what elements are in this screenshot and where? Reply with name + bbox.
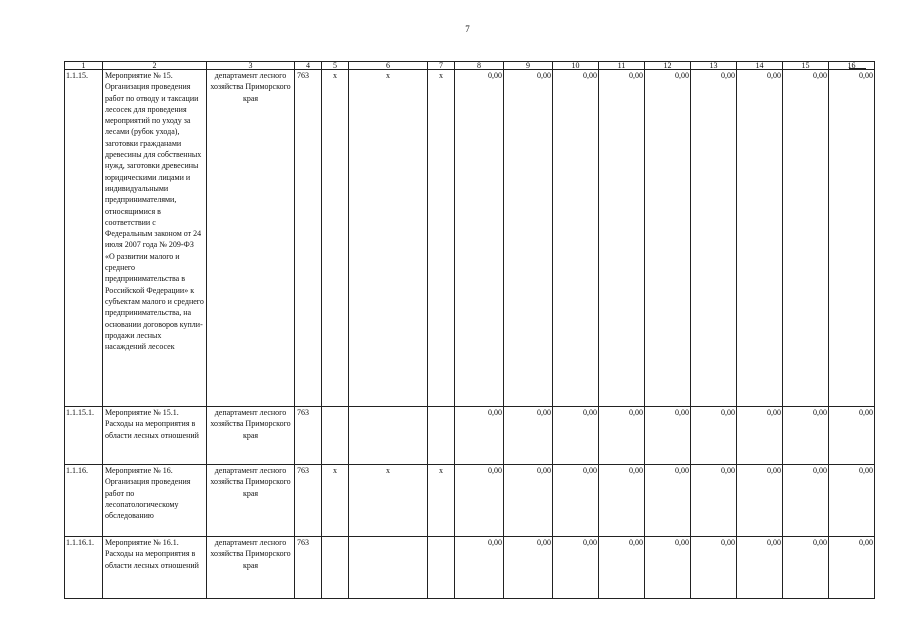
col-6: х bbox=[349, 465, 428, 537]
column-number: 10 bbox=[553, 62, 599, 70]
measure-name: Мероприятие № 15.1. Расходы на мероприятия в области лесных отношений bbox=[103, 407, 207, 465]
column-number: 1 bbox=[65, 62, 103, 70]
value-cell: 0,00 bbox=[829, 465, 875, 537]
value-cell: 0,00 bbox=[553, 465, 599, 537]
value-cell: 0,00 bbox=[783, 465, 829, 537]
value-cell: 0,00 bbox=[455, 70, 504, 407]
executor: департамент лесного хозяйства Приморского края bbox=[207, 70, 295, 407]
col-5 bbox=[322, 407, 349, 465]
value-cell: 0,00 bbox=[455, 465, 504, 537]
column-number: 14 bbox=[737, 62, 783, 70]
value-cell: 0,00 bbox=[599, 537, 645, 599]
table-row bbox=[65, 407, 875, 465]
grbs-code: 763 bbox=[295, 407, 322, 465]
value-cell: 0,00 bbox=[829, 537, 875, 599]
grbs-code: 763 bbox=[295, 70, 322, 407]
value-cell: 0,00 bbox=[737, 407, 783, 465]
value-cell: 0,00 bbox=[737, 537, 783, 599]
col-5 bbox=[322, 537, 349, 599]
value-cell: 0,00 bbox=[783, 407, 829, 465]
column-number: 12 bbox=[645, 62, 691, 70]
value-cell: 0,00 bbox=[599, 465, 645, 537]
col-7: х bbox=[428, 465, 455, 537]
value-cell: 0,00 bbox=[504, 70, 553, 407]
col-6: х bbox=[349, 70, 428, 407]
value-cell: 0,00 bbox=[645, 537, 691, 599]
value-cell: 0,00 bbox=[504, 537, 553, 599]
value-cell: 0,00 bbox=[783, 537, 829, 599]
value-cell: 0,00 bbox=[599, 70, 645, 407]
value-cell: 0,00 bbox=[599, 407, 645, 465]
value-cell: 0,00 bbox=[645, 465, 691, 537]
value-cell: 0,00 bbox=[504, 407, 553, 465]
measure-name: Мероприятие № 16.1. Расходы на мероприятия в области лесных отношений bbox=[103, 537, 207, 599]
column-number: 8 bbox=[455, 62, 504, 70]
column-number: 7 bbox=[428, 62, 455, 70]
value-cell: 0,00 bbox=[737, 465, 783, 537]
value-cell: 0,00 bbox=[553, 537, 599, 599]
row-code: 1.1.15. bbox=[65, 70, 103, 407]
grbs-code: 763 bbox=[295, 465, 322, 537]
row-code: 1.1.15.1. bbox=[65, 407, 103, 465]
executor: департамент лесного хозяйства Приморского края bbox=[207, 407, 295, 465]
column-number: 6 bbox=[349, 62, 428, 70]
row-code: 1.1.16. bbox=[65, 465, 103, 537]
value-cell: 0,00 bbox=[829, 407, 875, 465]
header-rule-overhang bbox=[849, 68, 866, 69]
column-number: 3 bbox=[207, 62, 295, 70]
value-cell: 0,00 bbox=[455, 407, 504, 465]
table-row bbox=[65, 465, 875, 537]
measure-name: Мероприятие № 15. Организация проведения работ по отводу и таксации лесосек для проведения мероприятий по уходу за лесами (рубок ухода), заготовки гражданами древесины для собственных нужд, заготовки древесины юридическими лицами и индивидуальными предпринимателями, относящимися в соответствии с Федеральным законом от 24 июля 2007 года № 209-ФЗ «О развитии малого и среднего предпринимательства в Российской Федерации» к субъектам малого и среднего предпринимательства, на основании договоров купли-продажи лесных насаждений лесосек bbox=[103, 70, 207, 407]
column-number: 9 bbox=[504, 62, 553, 70]
value-cell: 0,00 bbox=[553, 70, 599, 407]
measure-name: Мероприятие № 16. Организация проведения работ по лесопатологическому обследованию bbox=[103, 465, 207, 537]
value-cell: 0,00 bbox=[691, 407, 737, 465]
col-5: х bbox=[322, 465, 349, 537]
executor: департамент лесного хозяйства Приморского края bbox=[207, 465, 295, 537]
column-number: 5 bbox=[322, 62, 349, 70]
col-7 bbox=[428, 537, 455, 599]
grbs-code: 763 bbox=[295, 537, 322, 599]
value-cell: 0,00 bbox=[504, 465, 553, 537]
col-6 bbox=[349, 537, 428, 599]
column-number-row bbox=[65, 62, 875, 70]
col-6 bbox=[349, 407, 428, 465]
value-cell: 0,00 bbox=[645, 70, 691, 407]
column-number: 2 bbox=[103, 62, 207, 70]
table-row bbox=[65, 70, 875, 407]
value-cell: 0,00 bbox=[783, 70, 829, 407]
budget-table bbox=[64, 61, 875, 599]
col-7: х bbox=[428, 70, 455, 407]
column-number: 4 bbox=[295, 62, 322, 70]
value-cell: 0,00 bbox=[691, 465, 737, 537]
value-cell: 0,00 bbox=[737, 70, 783, 407]
value-cell: 0,00 bbox=[553, 407, 599, 465]
table-row bbox=[65, 537, 875, 599]
column-number: 11 bbox=[599, 62, 645, 70]
column-number: 15 bbox=[783, 62, 829, 70]
col-7 bbox=[428, 407, 455, 465]
value-cell: 0,00 bbox=[645, 407, 691, 465]
value-cell: 0,00 bbox=[455, 537, 504, 599]
executor: департамент лесного хозяйства Приморского края bbox=[207, 537, 295, 599]
col-5: х bbox=[322, 70, 349, 407]
value-cell: 0,00 bbox=[691, 537, 737, 599]
value-cell: 0,00 bbox=[829, 70, 875, 407]
row-code: 1.1.16.1. bbox=[65, 537, 103, 599]
column-number: 13 bbox=[691, 62, 737, 70]
page-number: 7 bbox=[465, 24, 470, 34]
value-cell: 0,00 bbox=[691, 70, 737, 407]
column-number: 16 bbox=[829, 62, 875, 70]
